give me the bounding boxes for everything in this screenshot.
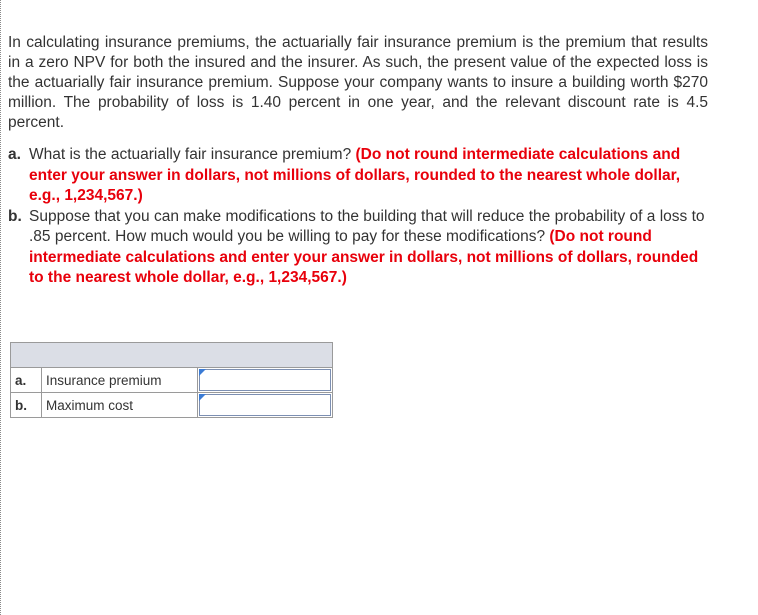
left-dotted-rule: [0, 0, 1, 615]
answer-row-b-letter: b.: [11, 393, 42, 418]
part-b-text: Suppose that you can make modifications to the building that will reduce the probability of a loss to .85 percent. How much would you be willing to pay for these modifications?: [29, 207, 705, 245]
part-b-instruction: (Do not round intermediate calculations and enter your answer in dollars, not millions of dollars, rounded to the nearest whole dollar, e.g., 1,234,567.): [29, 228, 699, 286]
answer-table-header-row: [11, 343, 333, 368]
part-b: [8, 207, 708, 289]
answer-row-b-cell: [198, 393, 333, 418]
answer-row-b-label: Maximum cost: [42, 393, 198, 418]
maximum-cost-input[interactable]: [199, 394, 331, 416]
part-a-letter: a.: [8, 146, 21, 163]
answer-row-a: [11, 368, 333, 393]
part-a-instruction: (Do not round intermediate calculations and enter your answer in dollars, not millions of dollars, rounded to the nearest whole dollar, e.g., 1,234,567.): [29, 146, 681, 204]
answer-row-b: [11, 393, 333, 418]
question-parts: [8, 145, 708, 289]
insurance-premium-input[interactable]: [199, 369, 331, 391]
answer-row-a-letter: a.: [11, 368, 42, 393]
part-a-text: What is the actuarially fair insurance premium?: [29, 146, 356, 163]
question-block: [8, 33, 708, 289]
answer-table-header: [11, 343, 333, 368]
input-marker-icon: [199, 369, 206, 376]
answer-table: [10, 342, 333, 418]
part-b-letter: b.: [8, 207, 22, 225]
part-a: [8, 145, 708, 207]
input-marker-icon: [199, 394, 206, 401]
answer-row-a-label: Insurance premium: [42, 368, 198, 393]
question-intro: In calculating insurance premiums, the actuarially fair insurance premium is the premium that results in a zero NPV for both the insured and the insurer. As such, the present value of the expected loss is the actuarially fair insurance premium. Suppose your company wants to insure a building worth $270 million. The probability of loss is 1.40 percent in one year, and the relevant discount rate is 4.5 percent.: [8, 34, 708, 131]
answer-row-a-cell: [198, 368, 333, 393]
